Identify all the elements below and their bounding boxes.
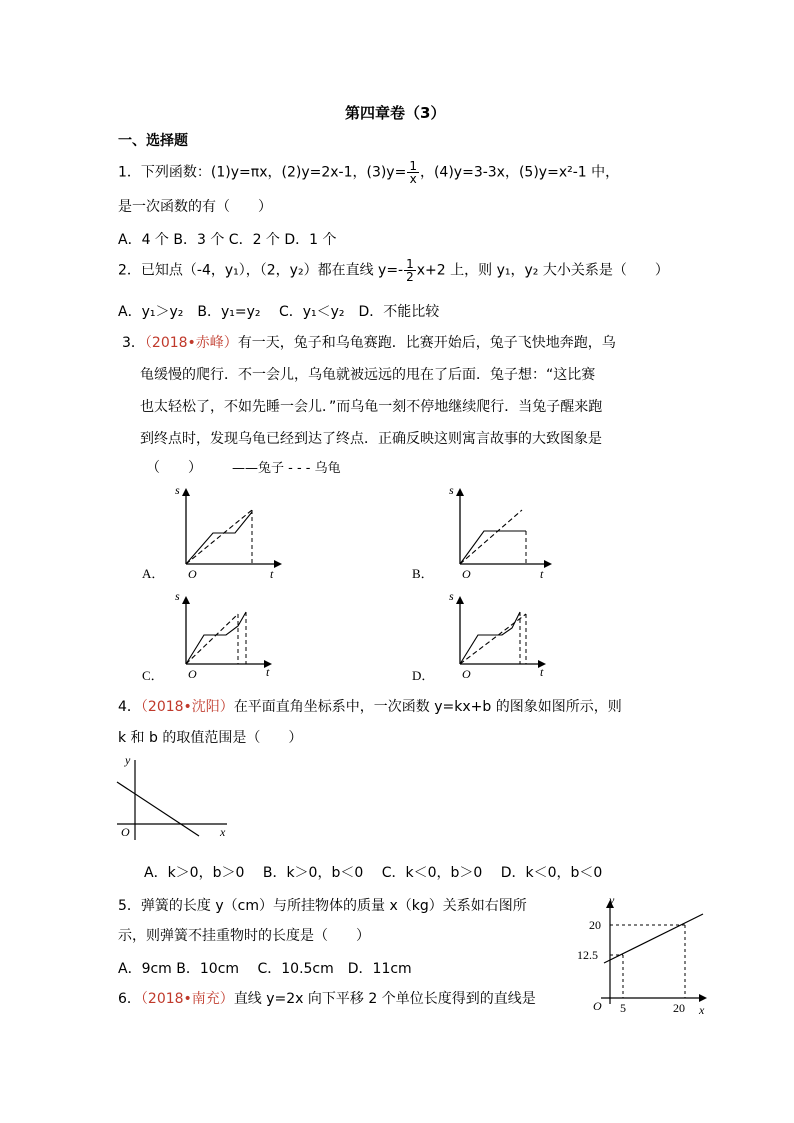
q4-text1: 在平面直角坐标系中，一次函数 y=kx+b 的图象如图所示，则 — [233, 699, 622, 715]
q1-frac-num: 1 — [409, 159, 417, 173]
q5-line1 — [118, 895, 527, 915]
graph-label-c: C． — [142, 668, 164, 683]
q1-options: A．4 个 B．3 个 C．2 个 D．1 个 — [118, 232, 337, 248]
q1-text-a: 下列函数：(1)y=πx，(2)y=2x-1，(3)y= — [140, 164, 407, 181]
origin-label: O — [188, 667, 197, 681]
q4-number: 4． — [118, 699, 141, 715]
q3-source: （2018•赤峰） — [144, 335, 238, 351]
origin-label: O — [462, 567, 471, 581]
x-label: x — [699, 1003, 705, 1017]
rabbit-line — [460, 612, 520, 664]
q4-graph — [115, 752, 240, 847]
origin-label: O — [188, 567, 197, 581]
q3-graph-d — [410, 588, 550, 688]
q4-line1 — [118, 696, 622, 716]
q3-graph-c — [140, 588, 280, 688]
y-tick-12-5: 12.5 — [577, 948, 598, 962]
q2-options: A．y₁＞y₂ B．y₁=y₂ C．y₁＜y₂ D．不能比较 — [118, 304, 440, 320]
s-label: s — [175, 589, 180, 603]
q3-text1: 有一天，兔子和乌龟赛跑．比赛开始后，兔子飞快地奔跑，乌 — [237, 335, 616, 351]
section-heading: 一、选择题 — [118, 133, 188, 149]
tortoise-line — [186, 614, 238, 664]
spring-line — [604, 914, 703, 963]
q3-line3: 也太轻松了，不如先睡一会儿．”而乌龟一刻不停地继续爬行．当兔子醒来跑 — [140, 399, 603, 415]
y-arrow-icon — [182, 488, 190, 496]
y-arrow-icon — [182, 596, 190, 604]
q2-frac-den: 2 — [406, 270, 414, 284]
q5-options: A．9cm B．10cm C．10.5cm D．11cm — [118, 961, 412, 977]
y-tick-20: 20 — [589, 918, 601, 932]
y-arrow-icon — [456, 596, 464, 604]
q3-line4: 到终点时，发现乌龟已经到达了终点．正确反映这则寓言故事的大致图象是 — [140, 431, 602, 447]
t-label: t — [266, 665, 270, 679]
origin-label: O — [121, 825, 130, 839]
q2-fraction — [404, 258, 416, 283]
q2-text-a: 已知点（-4，y₁），（2，y₂）都在直线 y=- — [140, 262, 404, 279]
graph-label-b: B． — [412, 566, 434, 581]
t-label: t — [540, 665, 544, 679]
q4-options: A．k＞0，b＞0 B．k＞0，b＜0 C．k＜0，b＞0 D．k＜0，b＜0 — [144, 865, 603, 881]
y-label: y — [609, 893, 615, 907]
q2-text-b: x+2 上，则 y₁，y₂ 大小关系是（ ） — [416, 262, 669, 279]
q3-graph-a — [140, 480, 280, 580]
q6-source: （2018•南充） — [140, 991, 234, 1007]
q3-graph-b — [410, 480, 550, 580]
q5-text1: 弹簧的长度 y（cm）与所挂物体的质量 x（kg）关系如右图所 — [140, 898, 527, 914]
q5-number: 5． — [118, 898, 141, 914]
q4-source: （2018•沈阳） — [140, 699, 234, 715]
q3-line1 — [122, 332, 616, 352]
graph-label-a: A． — [142, 566, 165, 581]
s-label: s — [449, 483, 454, 497]
x-arrow-icon — [274, 560, 282, 568]
q1-number: 1． — [118, 164, 141, 181]
x-tick-5: 5 — [620, 1001, 626, 1015]
origin-label: O — [593, 999, 602, 1013]
q5-graph — [575, 892, 715, 1020]
s-label: s — [175, 483, 180, 497]
q1-text-b: ，(4)y=3-3x，(5)y=x²-1 中， — [419, 164, 620, 181]
q1-line2: 是一次函数的有（ ） — [118, 199, 272, 215]
q6-line1 — [118, 988, 536, 1008]
s-label: s — [449, 589, 454, 603]
graph-label-d: D． — [412, 668, 435, 683]
x-tick-20: 20 — [673, 1001, 685, 1015]
q3-number: 3． — [122, 335, 145, 351]
q2-frac-num: 1 — [406, 257, 414, 271]
q1-line1 — [118, 160, 619, 185]
t-label: t — [540, 567, 544, 581]
t-label: t — [270, 567, 274, 581]
q4-line2: k 和 b 的取值范围是（ ） — [118, 730, 303, 746]
x-arrow-icon — [699, 994, 707, 1002]
q3-legend: ——兔子 - - - 乌龟 — [232, 461, 341, 476]
origin-label: O — [462, 667, 471, 681]
tortoise-line — [460, 614, 526, 664]
rabbit-line — [186, 612, 246, 664]
x-label: x — [220, 825, 226, 839]
q1-frac-den: x — [409, 172, 417, 186]
y-arrow-icon — [456, 488, 464, 496]
q3-line2: 龟缓慢的爬行．不一会儿，乌龟就被远远的甩在了后面．兔子想：“这比赛 — [140, 367, 596, 383]
page-title: 第四章卷（3） — [345, 104, 446, 122]
tortoise-line — [460, 510, 522, 564]
tortoise-line — [186, 510, 252, 564]
q3-line5: （ ） — [146, 460, 202, 476]
q6-text: 直线 y=2x 向下平移 2 个单位长度得到的直线是 — [233, 991, 536, 1007]
q2-line1 — [118, 258, 669, 283]
y-label: y — [125, 753, 131, 767]
x-arrow-icon — [544, 560, 552, 568]
q2-number: 2． — [118, 262, 141, 279]
q6-number: 6． — [118, 991, 141, 1007]
q5-line2: 示，则弹簧不挂重物时的长度是（ ） — [118, 928, 370, 944]
q1-fraction — [407, 160, 419, 185]
